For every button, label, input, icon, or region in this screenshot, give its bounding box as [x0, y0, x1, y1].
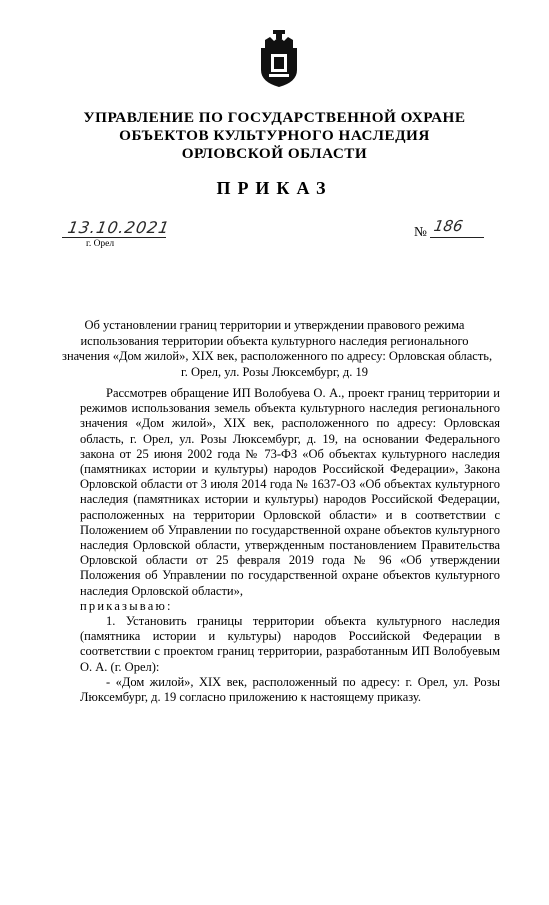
- document-type: ПРИКАЗ: [216, 178, 333, 198]
- subject-line: использования территории объекта культурного наследия регионального: [80, 333, 469, 348]
- subject-line: г. Орел, ул. Розы Люксембург, д. 19: [180, 364, 369, 379]
- number-underline: [430, 237, 484, 238]
- document-number: 186: [432, 217, 465, 235]
- org-line: УПРАВЛЕНИЕ ПО ГОСУДАРСТВЕННОЙ ОХРАНЕ: [83, 109, 466, 126]
- document-body: [80, 386, 500, 705]
- subject-line: значения «Дом жилой», XIX век, расположенного по адресу: Орловская область,: [62, 349, 493, 363]
- order-item-1: 1. Установить границы территории объекта культурного наследия (памятника истории и культуры) народов Российской Федерации в соответствии с проектом границ территории, разработанным ИП Волобуевым О. А. (г. Орел):: [80, 614, 500, 674]
- organization-name: [0, 109, 549, 163]
- org-line: ОБЪЕКТОВ КУЛЬТУРНОГО НАСЛЕДИЯ: [119, 127, 430, 144]
- coat-of-arms-icon: [256, 30, 302, 88]
- decree-word: приказываю:: [80, 598, 173, 613]
- document-city: г. Орел: [86, 239, 115, 249]
- order-item-1a: - «Дом жилой», XIX век, расположенный по адресу: г. Орел, ул. Розы Люксембург, д. 19 согласно приложению к настоящему приказу.: [80, 674, 500, 705]
- date-underline: [62, 237, 166, 238]
- number-label: №: [414, 224, 427, 239]
- org-line: ОРЛОВСКОЙ ОБЛАСТИ: [181, 145, 368, 162]
- subject-line: Об установлении границ территории и утверждении правового режима: [84, 318, 465, 332]
- document-subject: [62, 318, 493, 380]
- preamble-paragraph: Рассмотрев обращение ИП Волобуева О. А., проект границ территории и режимов использования земель объекта культурного наследия регионального значения «Дом жилой», XIX век, расположенного по адресу: Орловская область, г. Орел, ул. Розы Люксембург, д. 19, на основании Федерального закона от 25 июня 2002 года № 73-ФЗ «Об объектах культурного наследия (памятниках истории и культуры) народов Российской Федерации», Закона Орловской области от 3 июля 2014 года № 1637-ОЗ «Об объектах культурного наследия (памятниках истории и культуры) народов Российской Федерации, расположенных на территории Орловской области» и в соответствии с Положением об Управлении по государственной охране объектов культурного наследия Орловской области, утвержденным постановлением Правительства Орловской области от 25 февраля 2019 года № 96 «Об утверждении Положения об Управлении по государственной охране объектов культурного наследия Орловской области»,: [80, 386, 500, 598]
- document-date: 13.10.2021: [66, 218, 172, 237]
